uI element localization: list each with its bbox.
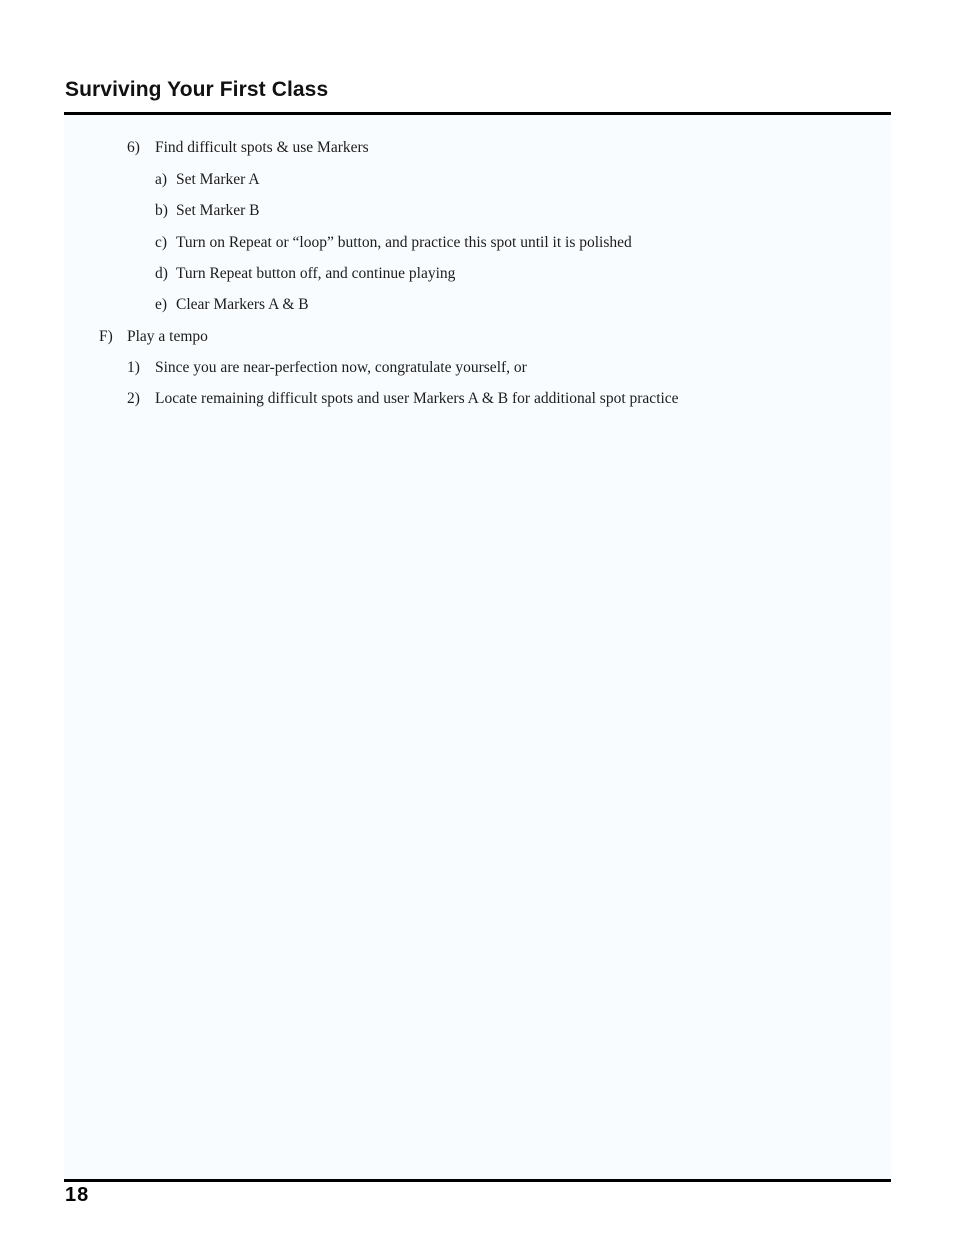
subitem-marker: d): [155, 265, 168, 282]
subitem-marker: a): [155, 171, 168, 188]
subitem-text: Turn on Repeat or “loop” button, and practice this spot until it is polished: [176, 234, 632, 251]
page-number: 18: [65, 1184, 90, 1206]
item-marker: 1): [127, 359, 140, 376]
subitem-text: Set Marker B: [176, 202, 260, 219]
item-marker: 2): [127, 390, 140, 407]
subitem-marker: e): [155, 296, 168, 313]
subitem-text: Turn Repeat button off, and continue playing: [176, 265, 456, 282]
subitem-text: Set Marker A: [176, 171, 260, 188]
item-text: Locate remaining difficult spots and user Markers A & B for additional spot practice: [155, 390, 679, 407]
item-text: Since you are near-perfection now, congratulate yourself, or: [155, 359, 527, 376]
subitem-marker: c): [155, 234, 168, 251]
subitem-marker: b): [155, 202, 168, 219]
item-marker: 6): [127, 139, 140, 156]
subitem-text: Clear Markers A & B: [176, 296, 309, 313]
section-text: Play a tempo: [127, 328, 208, 345]
footer-rule: [64, 1179, 891, 1182]
item-text: Find difficult spots & use Markers: [155, 139, 369, 156]
page-title: Surviving Your First Class: [65, 78, 329, 101]
section-marker: F): [99, 328, 113, 345]
